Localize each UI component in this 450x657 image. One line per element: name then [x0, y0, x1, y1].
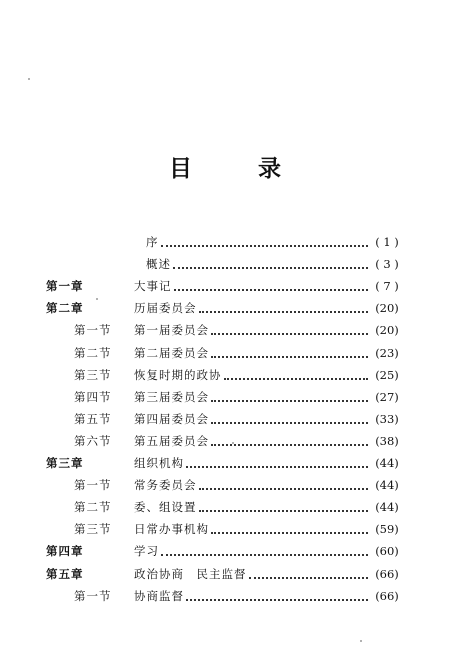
toc-entry — [0, 541, 450, 561]
page-number: (59) — [375, 522, 399, 537]
scan-speck — [28, 78, 30, 80]
section-label: 第五节 — [74, 411, 112, 426]
dot-leader — [211, 444, 368, 446]
entry-title: 大事记 — [134, 279, 172, 294]
entry-title: 日常办事机构 — [134, 522, 209, 537]
toc-entry — [0, 254, 450, 274]
toc-entry — [0, 232, 450, 252]
toc-entry — [0, 431, 450, 451]
toc-entry — [0, 276, 450, 296]
chapter-label: 第一章 — [46, 279, 84, 294]
scan-speck — [232, 442, 234, 444]
entry-title: 第二届委员会 — [134, 345, 209, 360]
chapter-label: 第三章 — [46, 456, 84, 470]
entry-title: 组织机构 — [134, 456, 184, 470]
page-number: (25) — [375, 367, 399, 382]
toc-entry — [0, 586, 450, 606]
dot-leader — [199, 510, 368, 512]
page-number: (44) — [375, 500, 399, 515]
toc-entry — [0, 320, 450, 340]
dot-leader — [211, 532, 368, 534]
page-title — [0, 150, 450, 184]
scan-speck — [96, 298, 98, 300]
toc-entry — [0, 519, 450, 539]
title-char-left: 目 — [169, 155, 192, 182]
dot-leader — [211, 400, 368, 402]
dot-leader — [224, 378, 368, 380]
page-number: (60) — [375, 544, 399, 559]
section-label: 第三节 — [74, 522, 112, 537]
toc-entry — [0, 453, 450, 473]
toc-entry — [0, 497, 450, 517]
toc-entry — [0, 343, 450, 363]
page-number: (44) — [375, 456, 399, 470]
section-label: 第一节 — [74, 588, 112, 603]
toc-entry — [0, 365, 450, 385]
entry-title: 政治协商 民主监督 — [134, 566, 247, 581]
toc-entry — [0, 298, 450, 318]
chapter-label: 第四章 — [46, 544, 84, 559]
entry-title: 恢复时期的政协 — [134, 367, 222, 382]
entry-title: 学习 — [134, 544, 159, 559]
dot-leader — [161, 245, 368, 247]
page-number: ( 7 ) — [375, 279, 399, 294]
section-label: 第二节 — [74, 345, 112, 360]
entry-title: 第三届委员会 — [134, 389, 209, 404]
dot-leader — [249, 577, 368, 579]
page-number: (23) — [375, 345, 399, 360]
page-number: (44) — [375, 478, 399, 493]
dot-leader — [211, 333, 368, 335]
dot-leader — [211, 356, 368, 358]
dot-leader — [211, 422, 368, 424]
toc-entry — [0, 564, 450, 584]
title-char-right: 录 — [258, 155, 281, 182]
dot-leader — [161, 554, 368, 556]
entry-title: 概述 — [146, 257, 171, 272]
toc-entry — [0, 387, 450, 407]
dot-leader — [186, 599, 368, 601]
section-label: 第二节 — [74, 500, 112, 515]
page-number: (20) — [375, 301, 399, 316]
section-label: 第一节 — [74, 323, 112, 338]
entry-title: 第一届委员会 — [134, 323, 209, 338]
dot-leader — [186, 466, 368, 468]
dot-leader — [174, 289, 368, 291]
page-number: (38) — [375, 433, 399, 448]
page-number: ( 3 ) — [375, 257, 399, 272]
entry-title: 常务委员会 — [134, 478, 197, 493]
dot-leader — [173, 267, 368, 269]
page-number: (66) — [375, 588, 399, 603]
toc-entry — [0, 475, 450, 495]
entry-title: 第五届委员会 — [134, 433, 209, 448]
scan-speck — [360, 640, 362, 642]
section-label: 第四节 — [74, 389, 112, 404]
toc-entry — [0, 409, 450, 429]
entry-title: 委、组设置 — [134, 500, 197, 515]
chapter-label: 第五章 — [46, 566, 84, 581]
chapter-label: 第二章 — [46, 301, 84, 316]
entry-title: 历届委员会 — [134, 301, 197, 316]
entry-title: 第四届委员会 — [134, 411, 209, 426]
page-number: (20) — [375, 323, 399, 338]
section-label: 第三节 — [74, 367, 112, 382]
page-number: (33) — [375, 411, 399, 426]
entry-title: 协商监督 — [134, 588, 184, 603]
dot-leader — [199, 311, 368, 313]
dot-leader — [199, 488, 368, 490]
page-number: (27) — [375, 389, 399, 404]
page-number: (66) — [375, 566, 399, 581]
section-label: 第一节 — [74, 478, 112, 493]
entry-title: 序 — [146, 235, 159, 249]
page-number: ( 1 ) — [375, 235, 399, 249]
section-label: 第六节 — [74, 433, 112, 448]
